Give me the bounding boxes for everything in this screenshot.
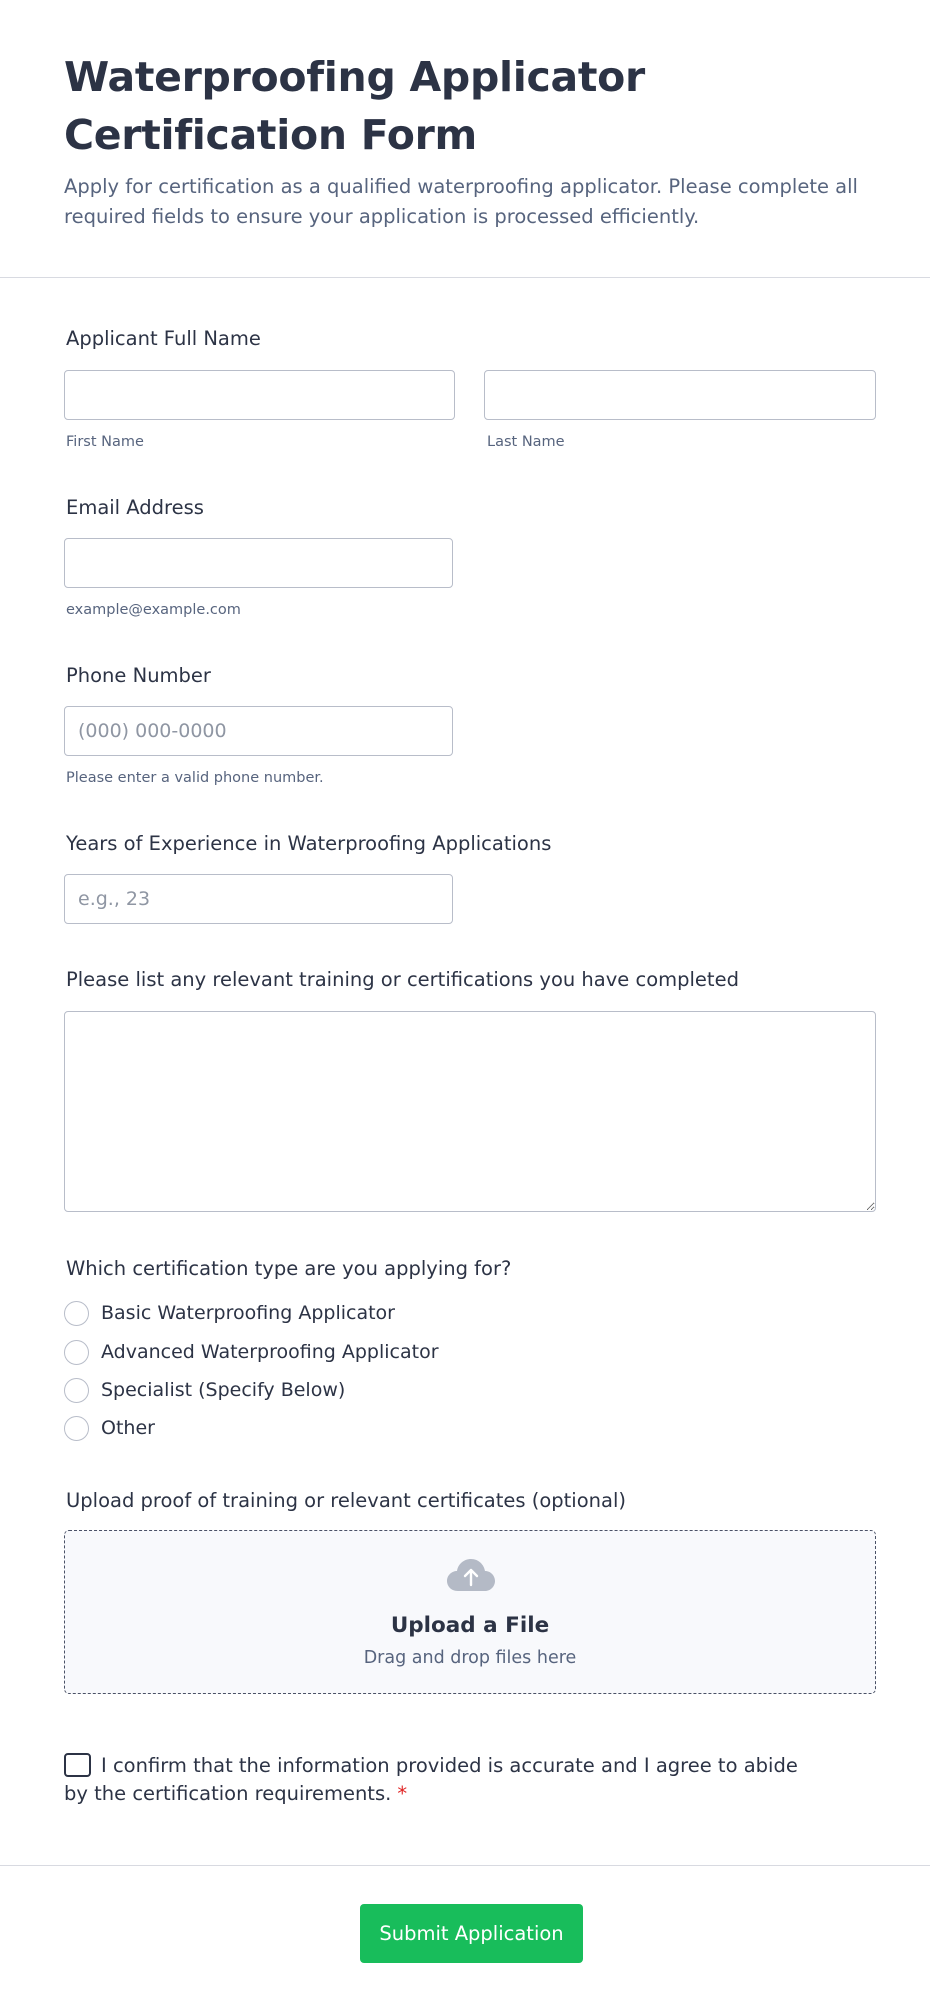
email-sublabel: example@example.com bbox=[66, 602, 241, 618]
email-input[interactable] bbox=[64, 538, 453, 588]
radio-label: Basic Waterproofing Applicator bbox=[101, 1302, 395, 1324]
phone-label: Phone Number bbox=[66, 664, 211, 687]
radio-label: Advanced Waterproofing Applicator bbox=[101, 1341, 439, 1363]
form-title: Waterproofing Applicator Certification Form bbox=[64, 53, 645, 159]
experience-input[interactable] bbox=[64, 874, 453, 924]
radio-button[interactable] bbox=[64, 1378, 89, 1403]
phone-sublabel: Please enter a valid phone number. bbox=[66, 770, 324, 786]
upload-title: Upload a File bbox=[390, 1613, 550, 1638]
header-divider bbox=[0, 277, 930, 278]
upload-label: Upload proof of training or relevant certificates (optional) bbox=[66, 1489, 626, 1512]
file-upload-dropzone[interactable] bbox=[64, 1530, 876, 1694]
experience-label: Years of Experience in Waterproofing Applications bbox=[66, 832, 552, 855]
cloud-upload-icon bbox=[446, 1557, 496, 1593]
email-label: Email Address bbox=[66, 496, 204, 519]
radio-label: Specialist (Specify Below) bbox=[101, 1379, 346, 1401]
first-name-sublabel: First Name bbox=[66, 434, 144, 450]
full-name-label: Applicant Full Name bbox=[66, 327, 261, 350]
training-label: Please list any relevant training or certifications you have completed bbox=[66, 968, 739, 991]
confirmation-checkbox-row[interactable] bbox=[64, 1752, 824, 1808]
footer-divider bbox=[0, 1865, 930, 1866]
phone-input[interactable] bbox=[64, 706, 453, 756]
required-asterisk: * bbox=[397, 1782, 408, 1805]
last-name-input[interactable] bbox=[484, 370, 876, 420]
radio-option-specialist[interactable] bbox=[64, 1376, 345, 1404]
confirmation-checkbox[interactable] bbox=[64, 1753, 91, 1777]
training-textarea[interactable] bbox=[64, 1011, 876, 1212]
certification-type-label: Which certification type are you applying for? bbox=[66, 1257, 512, 1280]
confirmation-text: I confirm that the information provided is accurate and I agree to abide by the certification requirements. bbox=[64, 1754, 798, 1805]
radio-button[interactable] bbox=[64, 1416, 89, 1441]
radio-label: Other bbox=[101, 1417, 155, 1439]
form-header bbox=[64, 48, 864, 232]
radio-option-basic[interactable] bbox=[64, 1299, 395, 1327]
radio-button[interactable] bbox=[64, 1340, 89, 1365]
form-subtitle: Apply for certification as a qualified waterproofing applicator. Please complete all required fields to ensure your application is processed efficiently. bbox=[64, 175, 858, 228]
submit-application-button[interactable]: Submit Application bbox=[360, 1904, 583, 1963]
radio-button[interactable] bbox=[64, 1301, 89, 1326]
first-name-input[interactable] bbox=[64, 370, 455, 420]
radio-option-advanced[interactable] bbox=[64, 1338, 439, 1366]
radio-option-other[interactable] bbox=[64, 1414, 155, 1442]
upload-subtitle: Drag and drop files here bbox=[363, 1648, 577, 1668]
last-name-sublabel: Last Name bbox=[487, 434, 565, 450]
